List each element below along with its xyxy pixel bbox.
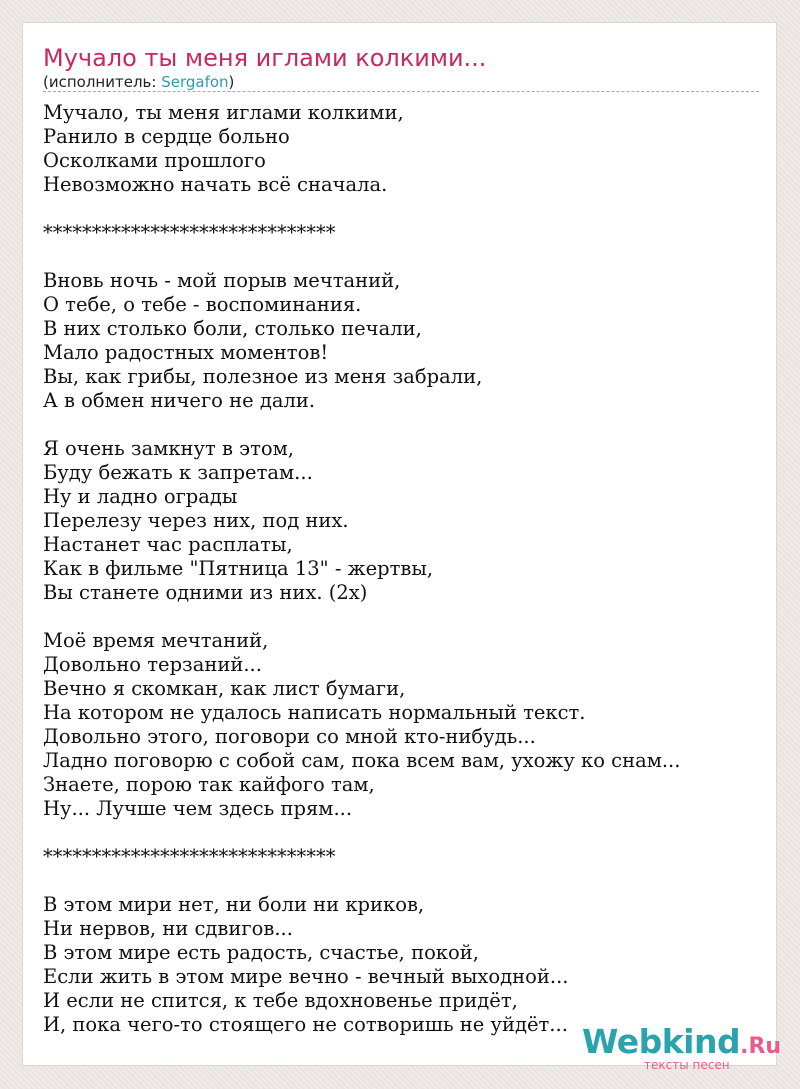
lyrics-line: И, пока чего-то стоящего не сотворишь не уйдёт... (43, 1013, 568, 1036)
logo-tagline: тексты песен (644, 1058, 730, 1072)
lyrics-line: ****************************** (43, 221, 336, 244)
lyrics-line: Вновь ночь - мой порыв мечтаний, (43, 269, 401, 292)
song-title: Мучало ты меня иглами колкими... (43, 44, 487, 72)
lyrics-line: Ладно поговорю с собой сам, пока всем вам, ухожу ко снам... (43, 749, 681, 772)
lyrics-line: А в обмен ничего не дали. (43, 389, 316, 412)
lyrics-line: Если жить в этом мире вечно - вечный выходной... (43, 965, 569, 988)
lyrics-line: В этом мири нет, ни боли ни криков, (43, 893, 425, 916)
performer-line (43, 73, 234, 91)
lyrics-line: Довольно терзаний... (43, 653, 262, 676)
lyrics-line: Осколками прошлого (43, 149, 266, 172)
lyrics-blank-line (43, 605, 680, 629)
lyrics-line: Вечно я скомкан, как лист бумаги, (43, 677, 406, 700)
lyrics-line: Я очень замкнут в этом, (43, 437, 294, 460)
lyrics-card (22, 22, 777, 1066)
lyrics-line: Ни нервов, ни сдвигов... (43, 917, 293, 940)
lyrics-line: ****************************** (43, 845, 336, 868)
lyrics-line: На котором не удалось написать нормальный текст. (43, 701, 586, 724)
lyrics-line: Ну... Лучше чем здесь прям... (43, 797, 353, 820)
logo-tld: .Ru (740, 1034, 782, 1059)
lyrics-line: Вы, как грибы, полезное из меня забрали, (43, 365, 483, 388)
lyrics-blank-line (43, 821, 680, 845)
performer-prefix: (исполнитель: (43, 73, 162, 91)
lyrics-text (43, 101, 680, 1037)
site-logo[interactable] (582, 1022, 782, 1072)
lyrics-line: Довольно этого, поговори со мной кто-нибудь... (43, 725, 536, 748)
header-divider (43, 91, 759, 92)
lyrics-blank-line (43, 413, 680, 437)
lyrics-blank-line (43, 197, 680, 221)
lyrics-line: Настанет час расплаты, (43, 533, 293, 556)
performer-link[interactable]: Sergafon (161, 73, 229, 91)
logo-name: Webkind (582, 1022, 741, 1061)
lyrics-line: Моё время мечтаний, (43, 629, 269, 652)
performer-suffix: ) (228, 73, 235, 91)
lyrics-line: Как в фильме "Пятница 13" - жертвы, (43, 557, 434, 580)
lyrics-line: Мало радостных моментов! (43, 341, 329, 364)
lyrics-line: Вы станете одними из них. (2х) (43, 581, 368, 604)
lyrics-blank-line (43, 245, 680, 269)
lyrics-line: О тебе, о тебе - воспоминания. (43, 293, 362, 316)
lyrics-line: В них столько боли, столько печали, (43, 317, 422, 340)
lyrics-line: Знаете, порою так кайфого там, (43, 773, 375, 796)
lyrics-blank-line (43, 869, 680, 893)
lyrics-line: В этом мире есть радость, счастье, покой, (43, 941, 479, 964)
lyrics-line: Ну и ладно ограды (43, 485, 238, 508)
lyrics-line: Мучало, ты меня иглами колкими, (43, 101, 404, 124)
lyrics-line: Невозможно начать всё сначала. (43, 173, 388, 196)
lyrics-line: Ранило в сердце больно (43, 125, 290, 148)
lyrics-line: Перелезу через них, под них. (43, 509, 349, 532)
lyrics-line: Буду бежать к запретам... (43, 461, 313, 484)
lyrics-line: И если не спится, к тебе вдохновенье придёт, (43, 989, 518, 1012)
